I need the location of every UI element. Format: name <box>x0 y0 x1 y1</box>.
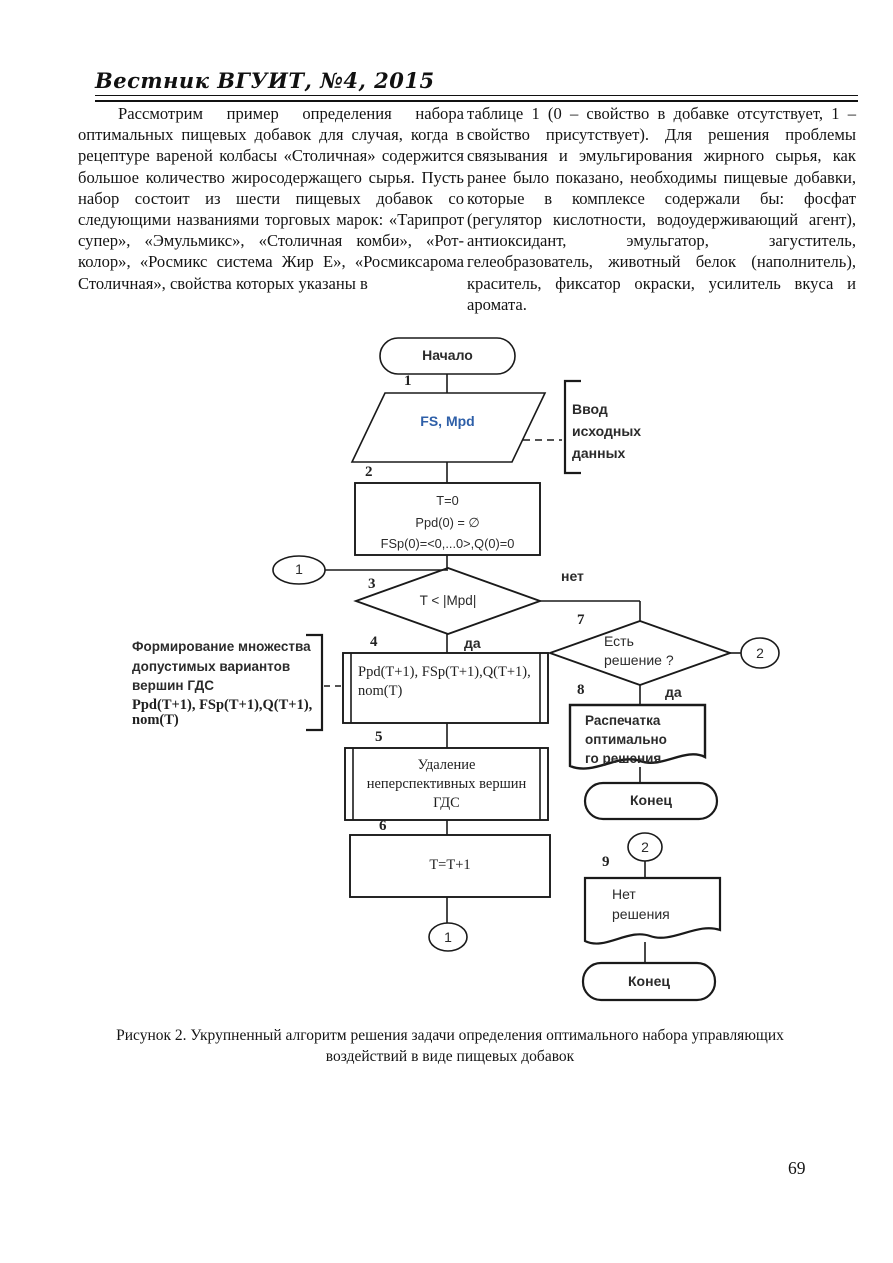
block4-label <box>358 663 538 701</box>
block4-number: 4 <box>370 634 378 650</box>
decision3-no-label: нет <box>561 568 584 584</box>
block9-number: 9 <box>602 854 610 870</box>
block9-label <box>612 884 670 924</box>
block4-line: nom(T) <box>358 683 403 699</box>
block6-label: T=T+1 <box>429 857 471 873</box>
block8-line: оптимально <box>585 732 667 747</box>
input-note-line: Ввод <box>572 401 608 417</box>
block8-line: го решения <box>585 751 662 766</box>
decision3-yes-label: да <box>464 635 481 651</box>
annotation-line: Формирование множества <box>132 639 311 654</box>
decision7-yes-label: да <box>665 684 682 700</box>
block2-line: T=0 <box>436 493 459 508</box>
end2-label: Конец <box>628 973 670 989</box>
start-label: Начало <box>422 347 473 363</box>
block2-label <box>355 490 540 555</box>
block5-line: Удаление <box>417 757 476 773</box>
decision7-number: 7 <box>577 612 585 628</box>
block2-line: Ppd(0) = ∅ <box>415 514 480 530</box>
decision3-label: T < |Mpd| <box>419 593 477 608</box>
annotation-line: вершин ГДС <box>132 678 215 693</box>
input-note <box>572 398 641 464</box>
connector1b-label: 1 <box>444 929 452 945</box>
block1-number: 1 <box>404 373 412 389</box>
block8-number: 8 <box>577 682 585 698</box>
figure-caption <box>100 1025 800 1067</box>
block8-label <box>585 711 667 768</box>
decision3-number: 3 <box>368 576 376 592</box>
decision7-label <box>604 632 674 670</box>
connector2-label: 2 <box>756 645 764 661</box>
block5-number: 5 <box>375 729 383 745</box>
block5-line: ГДС <box>433 795 460 811</box>
block1-label: FS, Mpd <box>420 413 475 429</box>
block2-number: 2 <box>365 464 373 480</box>
annotation-note <box>132 637 312 729</box>
block9-line: Нет <box>612 886 636 902</box>
connector1-label: 1 <box>295 561 303 577</box>
block9-line: решения <box>612 906 670 922</box>
input-note-line: исходных <box>572 423 642 439</box>
body-text-left-column: Рассмотрим пример определения набора оптимальных пищевых добавок для случая, когда в рецептуре вареной колбасы «Столичная» содержится большое количество жиросодержащего сырья. Пусть набор состоит из шести пищевых добавок со следующими названиями торговых марок: «Тарипрот супер», «Эмульмикс», «Столичная комби», «Рот-колор», «Росмикс система Жир Е», «Росмиксарома Столичная», свойства которых указаны в <box>78 104 464 293</box>
input-note-line: данных <box>572 445 626 461</box>
block6-number: 6 <box>379 818 387 834</box>
decision7-line: решение ? <box>604 652 674 668</box>
page-number: 69 <box>788 1158 806 1178</box>
annotation-line: nom(T) <box>132 712 179 728</box>
journal-header: Вестник ВГУИТ, №4, 2015 <box>95 68 435 93</box>
figure-caption-line1: Рисунок 2. Укрупненный алгоритм решения задачи определения оптимального набора управляющих <box>116 1027 784 1044</box>
block2-line: FSp(0)=<0,...0>,Q(0)=0 <box>380 536 515 551</box>
end1-label: Конец <box>630 792 672 808</box>
block8-line: Распечатка <box>585 713 661 728</box>
block5-label <box>345 756 548 813</box>
block4-line: Ppd(T+1), FSp(T+1),Q(T+1), <box>358 664 531 680</box>
body-text-right-column: таблице 1 (0 – свойство в добавке отсутствует, 1 – свойство присутствует). Для решения проблемы связывания и эмульгирования жирного сырья, как ранее было показано, необходимы пищевые добавки, которые в комплексе содержали бы: фосфат (регулятор кислотности, водоудерживающий агент), антиоксидант, эмульгатор, загуститель, гелеобразователь, животный белок (наполнитель), краситель, фиксатор окраски, усилитель вкуса и аромата. <box>467 104 856 314</box>
block5-line: неперспективных вершин <box>366 776 527 792</box>
annotation-line: допустимых вариантов <box>132 658 291 674</box>
connector2b-label: 2 <box>641 839 649 855</box>
decision7-line: Есть <box>604 633 634 649</box>
annotation-line: Ppd(T+1), FSp(T+1),Q(T+1), <box>132 696 313 713</box>
figure-caption-line2: воздействий в виде пищевых добавок <box>325 1048 575 1065</box>
